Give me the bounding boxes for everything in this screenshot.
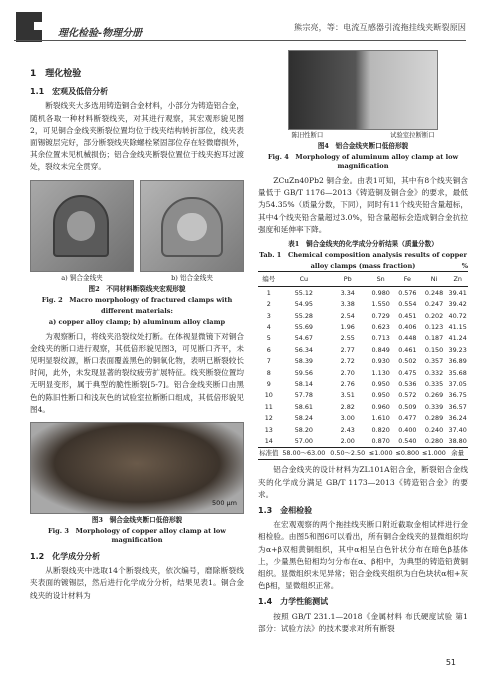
table-cell: 38.80 xyxy=(448,437,467,445)
table-cell: 0.713 xyxy=(371,334,390,343)
table-cell: 36.57 xyxy=(448,402,467,411)
table-cell: 58.61 xyxy=(294,402,313,411)
table-row xyxy=(258,424,468,435)
table-cell: 余量 xyxy=(447,447,468,459)
table-row xyxy=(258,390,468,401)
table-cell: 0.247 xyxy=(424,300,444,309)
table-cell: 0.623 xyxy=(371,322,390,331)
table-cell: 59.56 xyxy=(294,368,313,377)
table-cell: 58.14 xyxy=(294,379,313,388)
table-cell: 0.339 xyxy=(424,402,444,411)
fig2-caption-cn: 图2 不同材料断裂线夹宏观形貌 xyxy=(88,284,186,293)
table-cell: 0.576 xyxy=(398,288,417,297)
table-row xyxy=(258,367,468,378)
fig2-caption-en-2: different materials: xyxy=(101,306,173,315)
table-cell: 0.950 xyxy=(371,379,390,388)
table-cell: 36.75 xyxy=(448,391,467,400)
table-cell: 0.729 xyxy=(371,311,390,320)
table-cell: 0.820 xyxy=(371,425,390,434)
table-cell: 36.24 xyxy=(448,414,467,423)
table-cell: 3.00 xyxy=(340,414,355,423)
fig2-sub-a: a) 铜合金线夹 xyxy=(61,273,103,282)
photo-copper-fracture xyxy=(30,422,244,514)
fig2-sub-b: b) 铝合金线夹 xyxy=(171,273,213,282)
fig2-caption-en-1: Fig. 2 Macro morphology of fractured clamps with xyxy=(41,295,233,304)
table1-title-en-2: alloy clamps (mass fraction) % xyxy=(310,262,468,271)
table-cell: 0.269 xyxy=(424,391,444,400)
paragraph-metallography: 在宏观观察的两个拖挂线夹断口附近截取金相试样进行金相检验。由图5和图6可以看出，所有铜合金线夹的显微组织均为α+β双相黄铜组织，其中α相呈白色针状分布在暗色β基体上，少量黑色铅相均匀分布在α、β相中，为典型的铸造铅黄铜组织。显微组织未见异常；铝合金线夹组织为白色块状α相+灰色β相，显微组织正常。 xyxy=(258,520,468,591)
table-row xyxy=(258,401,468,412)
table-cell: 0.187 xyxy=(424,334,444,343)
table-cell: 5 xyxy=(266,334,271,343)
table-cell: 标准值 xyxy=(258,447,280,459)
table-cell: 11 xyxy=(264,402,273,411)
table-header-cell: Ni xyxy=(421,272,448,287)
table-cell: 2.43 xyxy=(340,425,355,434)
table-cell: 0.849 xyxy=(371,345,390,354)
table-header-cell: Zn xyxy=(447,272,468,287)
table-cell: 3 xyxy=(266,311,271,320)
table-cell: 0.870 xyxy=(371,437,390,445)
table-cell: 2.76 xyxy=(340,379,355,388)
table-cell: 0.554 xyxy=(398,300,417,309)
table-cell: 56.34 xyxy=(294,345,313,354)
table1 xyxy=(258,271,468,460)
table1-unit: % xyxy=(461,262,468,271)
table-cell: 2.70 xyxy=(340,368,355,377)
table-cell: 54.67 xyxy=(294,334,313,343)
table-cell: 0.502 xyxy=(398,357,417,366)
table-cell: 55.69 xyxy=(294,322,313,331)
table-cell: 58.00～63.00 xyxy=(280,447,328,459)
table-row xyxy=(258,310,468,321)
table-cell: 37.40 xyxy=(448,425,467,434)
table-row xyxy=(258,299,468,310)
table-cell: 0.950 xyxy=(371,391,390,400)
table-row xyxy=(258,436,468,448)
table-cell: 0.400 xyxy=(398,425,417,434)
fig2-caption-en-3: a) copper alloy clamp; b) aluminum alloy clamp xyxy=(48,317,226,326)
table-row xyxy=(258,333,468,344)
table-cell: 58.39 xyxy=(294,357,313,366)
table-cell: 57.78 xyxy=(294,391,313,400)
table-cell: 39.41 xyxy=(448,288,467,297)
table-cell: 1.610 xyxy=(371,414,390,423)
fig4-caption-en: Fig. 4 Morphology of aluminum alloy clamp at low magnification xyxy=(267,153,459,170)
table-cell: 57.00 xyxy=(294,437,313,445)
table-cell: 41.24 xyxy=(448,334,467,343)
paragraph-macro: 断裂线夹大多选用铸造铜合金材料，小部分为铸造铝合金，随机各取一种材料断裂线夹，对其进行观察，其宏观形貌见图2，可见铜合金线夹断裂位置均位于线夹结构转折部位，线夹表面锡镀层完好，部分断裂线夹除螺栓紧固部位存在轻微磨损外，其余位置未见机械损伤；铝合金线夹断裂位置位于线夹抱耳过渡处，裂纹未完全贯穿。 xyxy=(30,101,244,172)
table-cell: 0.448 xyxy=(398,334,417,343)
left-column xyxy=(30,50,244,602)
table-header-cell: Cu xyxy=(280,272,328,287)
table-cell: 7 xyxy=(266,357,271,366)
table-cell: 0.509 xyxy=(398,402,417,411)
table-cell: 2.54 xyxy=(340,311,355,320)
table-cell: 41.15 xyxy=(448,322,467,331)
paragraph-chemical: 从断裂线夹中选取14个断裂线夹，依次编号，磨除断裂线夹表面的镀锡层，然后进行化学成分分析，结果见表1。铜合金线夹的设计材料为 xyxy=(30,566,244,600)
table-cell: 0.930 xyxy=(371,357,390,366)
table-cell: 39.42 xyxy=(448,300,467,309)
table-cell: ≤1.000 xyxy=(367,447,394,459)
table-cell: 0.50～2.50 xyxy=(328,447,367,459)
journal-logo xyxy=(14,10,144,44)
table-row-standard xyxy=(258,447,468,459)
table-header-cell: Pb xyxy=(328,272,367,287)
table-header-cell: Fe xyxy=(394,272,421,287)
section-heading-1-2: 1.2 化学成分分析 xyxy=(30,552,101,562)
table-cell: 0.461 xyxy=(398,345,417,354)
table-cell: 35.68 xyxy=(448,368,467,377)
table-cell: 0.280 xyxy=(424,437,444,445)
running-title: 熊宗亮，等：电流互感器引流拖挂线夹断裂原因 xyxy=(294,22,466,32)
header-rule xyxy=(14,40,466,41)
table-cell: 0.536 xyxy=(398,379,417,388)
paragraph-aluminum-result: 铝合金线夹的设计材料为ZL101A铝合金，断裂铝合金线夹的化学成分满足 GB/T 1173—2013《铸造铝合金》的要求。 xyxy=(258,465,468,499)
table-body xyxy=(258,287,468,460)
photo-aluminum-fracture xyxy=(288,50,438,130)
table-cell: 3.34 xyxy=(340,288,355,297)
table-cell: 58.20 xyxy=(294,425,313,434)
table1-title-en-1: Tab. 1 Chemical composition analysis results of copper xyxy=(259,251,467,260)
table-cell: 3.38 xyxy=(340,300,355,309)
table-cell: 36.89 xyxy=(448,357,467,366)
logo-notch xyxy=(34,22,50,30)
table-row xyxy=(258,378,468,389)
paragraph-copper-result: ZCuZn40Pb2 铜合金。由表1可知，其中有8个线夹铜含量低于 GB/T 1176—2013《铸造铜及铜合金》的要求，最低为54.35%（质量分数，下同），同时有11个线夹铅含量超标，其中4个线夹铅含量超过3.0%，铅含量超标会造成铜合金抗拉强度和延伸率下降。 xyxy=(258,176,468,234)
table1-title-cn: 表1 铜合金线夹的化学成分分析结果（质量分数） xyxy=(288,240,438,249)
table-cell: 0.150 xyxy=(424,345,444,354)
section-heading-1: 1 理化检验 xyxy=(30,69,82,79)
table-cell: 3.51 xyxy=(340,391,355,400)
table-cell: 1.96 xyxy=(340,322,355,331)
table-cell: 0.240 xyxy=(424,425,444,434)
table-cell: 0.960 xyxy=(371,402,390,411)
table-cell: 10 xyxy=(264,391,273,400)
table-cell: 2.77 xyxy=(340,345,355,354)
table-row xyxy=(258,356,468,367)
paragraph-fracture: 为观察断口，将线夹沿裂纹处打断。在体视显微镜下对铜合金线夹的断口进行观察，其低倍形貌见图3，可见断口齐平，未见明显裂纹源，断口表面覆盖黑色的铜氧化物，表明已断裂较长时间，此外，未发现显著的裂纹疲劳扩展特征。线夹断裂位置均无明显变形，属于典型的脆性断裂[5-7]。铝合金线夹断口由黑色的陈旧性断口和浅灰色的试验室拉断断口组成，其低倍形貌见图4。 xyxy=(30,331,244,414)
table-header-cell: 编号 xyxy=(258,272,280,287)
table-cell: 55.12 xyxy=(294,288,313,297)
scale-bar-label: 500 μm xyxy=(212,498,237,507)
table-cell: 2 xyxy=(266,300,271,309)
table-cell: 2.55 xyxy=(340,334,355,343)
section-heading-1-1: 1.1 宏观及低倍分析 xyxy=(30,87,109,97)
figure-2 xyxy=(30,180,244,283)
table-cell: 1 xyxy=(266,288,271,297)
table-cell: 8 xyxy=(266,368,271,377)
table-cell: 0.451 xyxy=(398,311,417,320)
table-cell: 0.289 xyxy=(424,414,444,423)
table-cell: 0.572 xyxy=(398,391,417,400)
section-heading-1-4: 1.4 力学性能测试 xyxy=(258,597,329,607)
table-cell: 9 xyxy=(266,379,271,388)
table-cell: 40.72 xyxy=(448,311,467,320)
table-cell: ≤0.800 xyxy=(394,447,421,459)
table-cell: 0.335 xyxy=(424,379,444,388)
fig3-caption-en: Fig. 3 Morphology of copper alloy clamp at low magnification xyxy=(48,527,226,545)
table-cell: 1.130 xyxy=(371,368,390,377)
table-row xyxy=(258,287,468,299)
journal-name: 理化检验-物理分册 xyxy=(58,28,143,39)
table-row xyxy=(258,344,468,355)
table-cell: 0.248 xyxy=(424,288,444,297)
table-header-row xyxy=(258,272,468,287)
table-cell: 0.406 xyxy=(398,322,417,331)
fig4-labels xyxy=(258,131,468,140)
page-number: 51 xyxy=(445,658,456,667)
table-cell: 2.00 xyxy=(340,437,355,445)
table-cell: 0.477 xyxy=(398,414,417,423)
table-cell: 0.202 xyxy=(424,311,444,320)
table-row xyxy=(258,413,468,424)
table-cell: 0.357 xyxy=(424,357,444,366)
table-cell: 2.82 xyxy=(340,402,355,411)
fig4-caption-cn: 图4 铝合金线夹断口低倍形貌 xyxy=(317,142,409,150)
photo-aluminum-clamp xyxy=(140,180,244,272)
table-cell: 2.72 xyxy=(340,357,355,366)
table-cell: 55.28 xyxy=(294,311,313,320)
table-cell: 1.550 xyxy=(371,300,390,309)
table-cell: 13 xyxy=(264,425,273,434)
section-heading-1-3: 1.3 金相检验 xyxy=(258,505,313,515)
table-cell: 58.24 xyxy=(294,414,313,423)
table-cell: 14 xyxy=(264,437,273,445)
right-column xyxy=(258,50,468,635)
table-cell: ≤1.000 xyxy=(421,447,448,459)
table-row xyxy=(258,321,468,332)
table-cell: 0.332 xyxy=(424,368,444,377)
paragraph-mechanical: 按照 GB/T 231.1—2018《金属材料 布氏硬度试验 第1部分：试验方法》的技术要求对所有断裂 xyxy=(258,611,468,633)
table-cell: 4 xyxy=(266,322,271,331)
table-cell: 0.123 xyxy=(424,322,444,331)
table-cell: 39.23 xyxy=(448,345,467,354)
table-cell: 54.95 xyxy=(294,300,313,309)
table-cell: 37.05 xyxy=(448,379,467,388)
table-cell: 0.980 xyxy=(371,288,390,297)
table-header-cell: Sn xyxy=(367,272,394,287)
table-cell: 0.475 xyxy=(398,368,417,377)
photo-copper-clamp xyxy=(30,180,134,272)
table-cell: 0.540 xyxy=(398,437,417,445)
fig4-label-lab: 试验室拉断断口 xyxy=(389,131,435,139)
fig4-label-old: 陈旧性断口 xyxy=(291,131,324,139)
fig3-caption-cn: 图3 铜合金线夹断口低倍形貌 xyxy=(91,516,183,525)
table-cell: 6 xyxy=(266,345,271,354)
table-cell: 12 xyxy=(264,414,273,423)
